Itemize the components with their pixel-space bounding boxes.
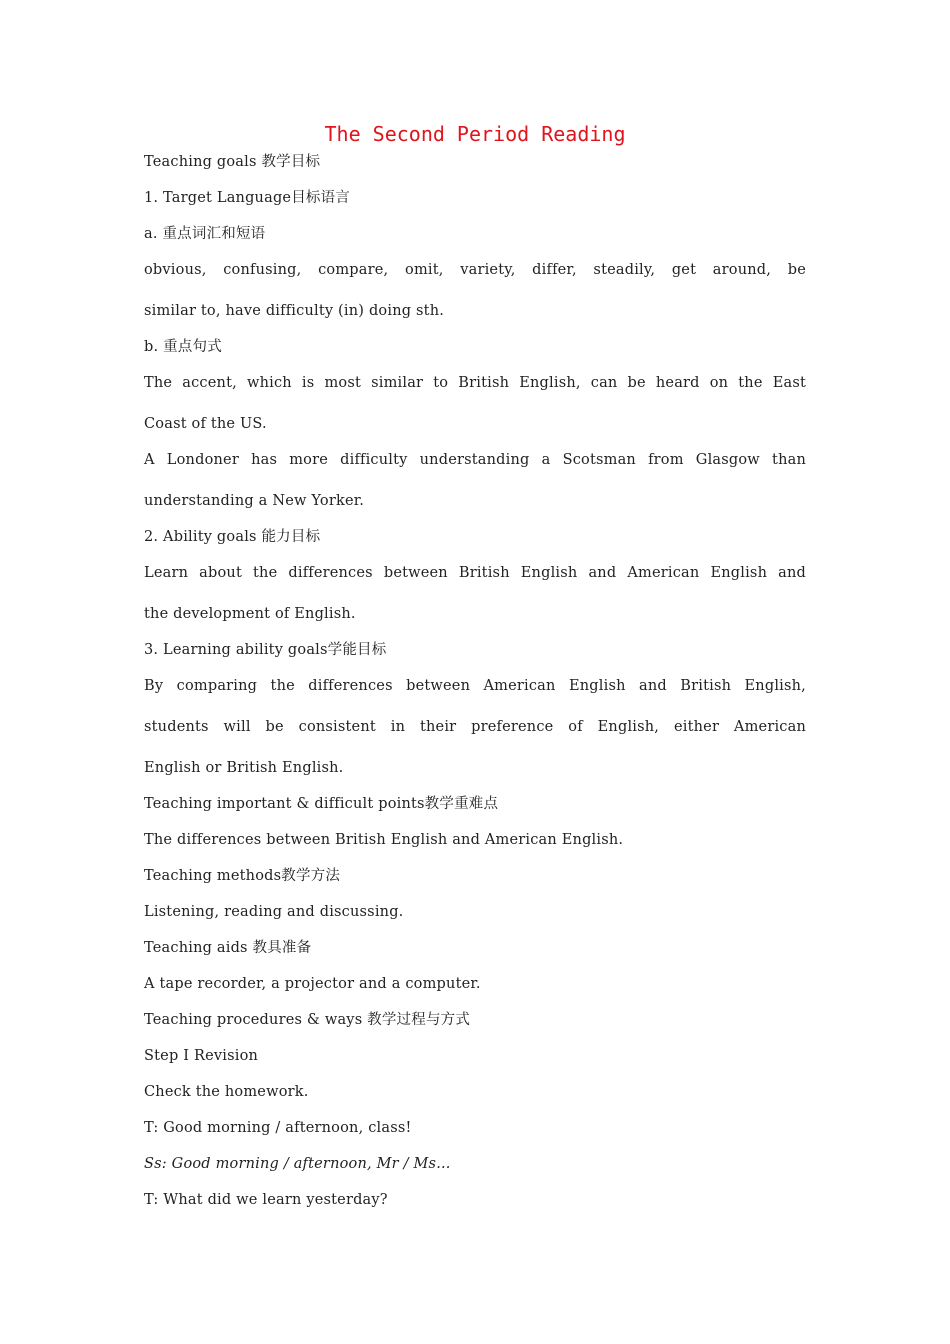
heading-teaching-methods: Teaching methods教学方法 bbox=[144, 868, 341, 884]
teaching-methods-text: Listening, reading and discussing. bbox=[144, 904, 404, 920]
heading-ability-goals: 2. Ability goals 能力目标 bbox=[144, 529, 321, 545]
subheading-vocabulary: a. 重点词汇和短语 bbox=[144, 226, 266, 242]
vocabulary-line-2: similar to, have difficulty (in) doing sth. bbox=[144, 303, 445, 319]
learning-line-1: By comparing the differences between American English and British English, bbox=[144, 678, 806, 694]
heading-teaching-procedures: Teaching procedures & ways 教学过程与方式 bbox=[144, 1012, 471, 1028]
important-points-text: The differences between British English and American English. bbox=[144, 832, 624, 848]
sentence-2-line-2: understanding a New Yorker. bbox=[144, 493, 365, 509]
document-title: The Second Period Reading bbox=[324, 122, 626, 146]
vocabulary-line-1: obvious, confusing, compare, omit, variety, differ, steadily, get around, be bbox=[144, 262, 806, 278]
section-teaching-goals: Teaching goals 教学目标 bbox=[144, 154, 321, 170]
step-revision: Step I Revision bbox=[144, 1048, 259, 1064]
ability-line-2: the development of English. bbox=[144, 606, 356, 622]
dialogue-teacher-question: T: What did we learn yesterday? bbox=[144, 1192, 388, 1208]
heading-learning-ability-goals: 3. Learning ability goals学能目标 bbox=[144, 642, 387, 658]
subheading-sentences: b. 重点句式 bbox=[144, 339, 222, 355]
check-homework: Check the homework. bbox=[144, 1084, 309, 1100]
heading-important-points: Teaching important & difficult points教学重难点 bbox=[144, 796, 499, 812]
dialogue-students-greeting: Ss: Good morning / afternoon, Mr / Ms... bbox=[144, 1156, 451, 1172]
heading-target-language: 1. Target Language目标语言 bbox=[144, 190, 351, 206]
learning-line-2: students will be consistent in their preference of English, either American bbox=[144, 719, 806, 735]
teaching-aids-text: A tape recorder, a projector and a computer. bbox=[144, 976, 481, 992]
sentence-2-line-1: A Londoner has more difficulty understanding a Scotsman from Glasgow than bbox=[144, 452, 806, 468]
ability-line-1: Learn about the differences between British English and American English and bbox=[144, 565, 806, 581]
learning-line-3: English or British English. bbox=[144, 760, 344, 776]
sentence-1-line-1: The accent, which is most similar to British English, can be heard on the East bbox=[144, 375, 806, 391]
heading-teaching-aids: Teaching aids 教具准备 bbox=[144, 940, 312, 956]
dialogue-teacher-greeting: T: Good morning / afternoon, class! bbox=[144, 1120, 412, 1136]
sentence-1-line-2: Coast of the US. bbox=[144, 416, 267, 432]
